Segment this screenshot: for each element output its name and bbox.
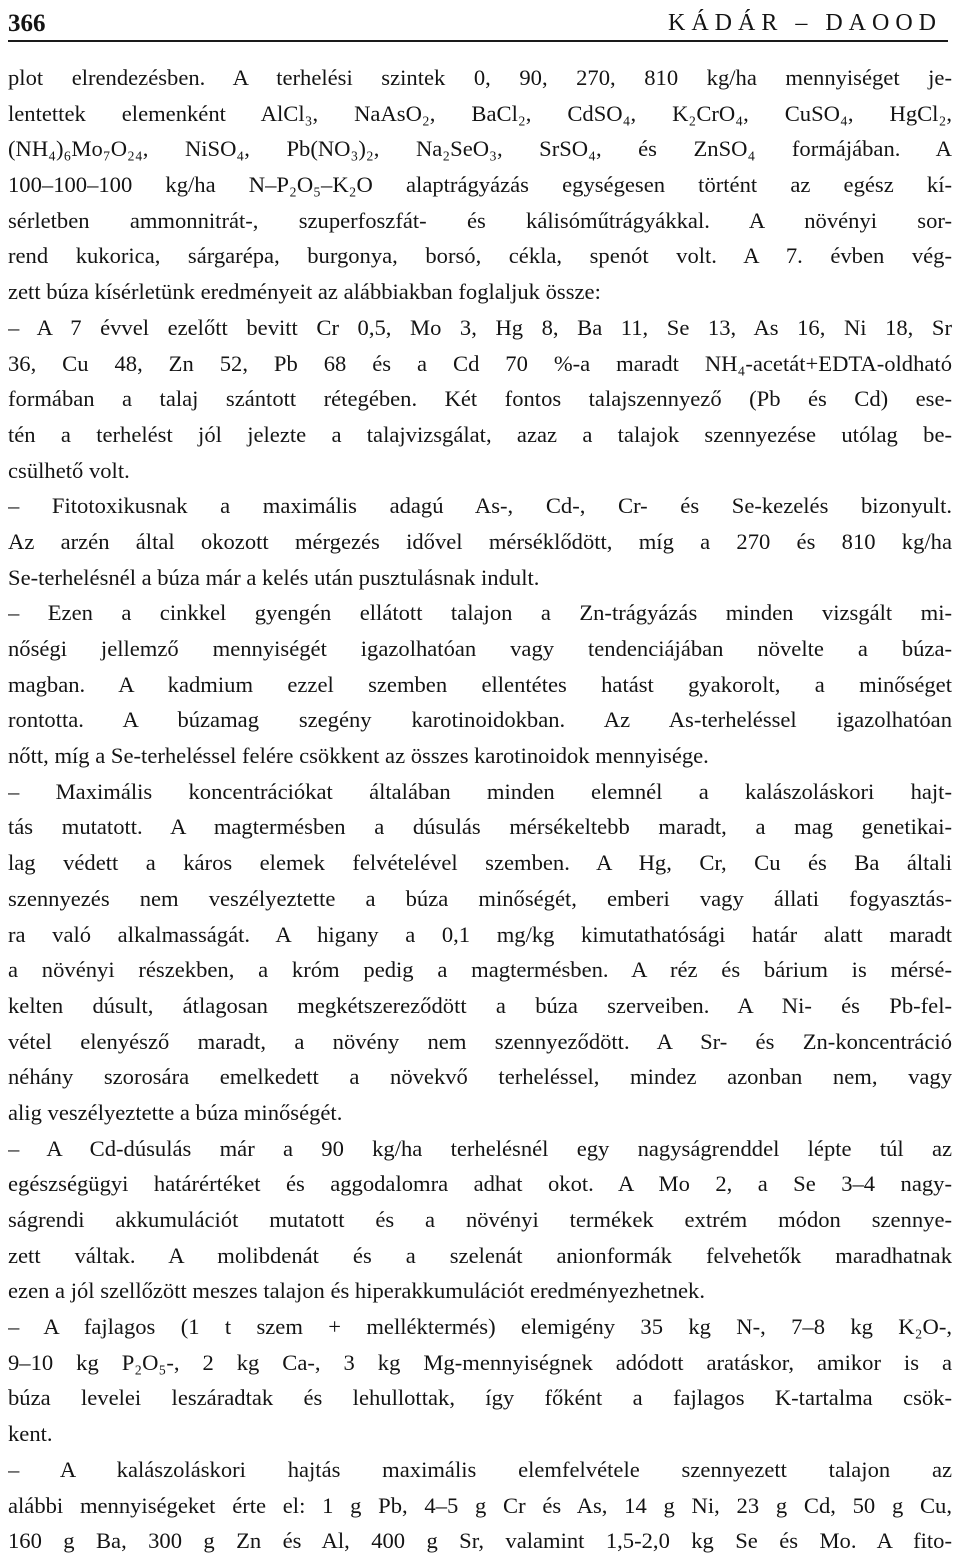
text-line: rontotta. A búzamag szegény karotinoidokban. Az As-terheléssel igazolhatóan [8,707,952,733]
text-line: formában a talaj szántott rétegében. Két fontos talajszennyező (Pb és Cd) ese- [8,386,952,412]
text-line: tén a terhelést jól jelezte a talajvizsgálat, azaz a talajok szennyezése utólag be- [8,421,952,447]
text-line: – Ezen a cinkkel gyengén ellátott talajon a Zn-trágyázás minden vizsgált mi- [8,600,952,626]
text-line: zett váltak. A molibdenát és a szelenát anionformák felvehetők maradhatnak [8,1242,952,1268]
text-line: magban. A kadmium ezzel szemben ellentétes hatást gyakorolt, a minőséget [8,671,952,697]
text-line: sérletben ammonnitrát-, szuperfoszfát- és kálisóműtrágyákkal. A növényi sor- [8,207,952,233]
text-line: csülhető volt. [8,457,130,483]
text-line: vétel elenyésző maradt, a növény nem szennyeződött. A Sr- és Zn-koncentráció [8,1028,952,1054]
text-line: (NH₄)₆Mo₇O₂₄, NiSO₄, Pb(NO₃)₂, Na₂SeO₃, SrSO₄, és ZnSO₄ formájában. A [8,136,952,162]
text-line: kelten dúsult, átlagosan megkétszereződött a búza szerveiben. A Ni- és Pb-fel- [8,992,952,1018]
text-line: – A kalászoláskori hajtás maximális elemfelvétele szennyezett talajon az [8,1456,952,1482]
text-line: szennyezés nem veszélyeztette a búza minőségét, emberi vagy állati fogyasztás- [8,885,952,911]
text-line: – A Cd-dúsulás már a 90 kg/ha terhelésnél egy nagyságrenddel lépte túl az [8,1135,952,1161]
body-text [8,60,952,1559]
page-header [8,4,948,42]
text-line: a növényi részekben, a króm pedig a magtermésben. A réz és bárium is mérsé- [8,957,952,983]
text-line: lag védett a káros elemek felvételével szemben. A Hg, Cr, Cu és Ba általi [8,850,952,876]
text-line: ezen a jól szellőzött meszes talajon és hiperakkumulációt eredményezhetnek. [8,1278,705,1304]
text-line: – Fitotoxikusnak a maximális adagú As-, Cd-, Cr- és Se-kezelés bizonyult. [8,493,952,519]
page-number: 366 [8,10,46,37]
text-line: lentettek elemenként AlCl₃, NaAsO₂, BaCl₂, CdSO₄, K₂CrO₄, CuSO₄, HgCl₂, [8,100,952,126]
running-head: KÁDÁR – DAOOD [668,10,942,36]
text-line: – A fajlagos (1 t szem + melléktermés) elemigény 35 kg N-, 7–8 kg K₂O-, [8,1314,952,1340]
text-line: 160 g Ba, 300 g Zn és Al, 400 g Sr, valamint 1,5-2,0 kg Se és Mo. A fito- [8,1528,952,1554]
text-line: kent. [8,1421,53,1447]
text-line: búza levelei leszáradtak és lehullottak, így főként a fajlagos K-tartalma csök- [8,1385,952,1411]
text-line: 36, Cu 48, Zn 52, Pb 68 és a Cd 70 %-a maradt NH₄-acetát+EDTA-oldható [8,350,952,376]
text-line: zett búza kísérletünk eredményeit az alábbiakban foglaljuk össze: [8,279,601,305]
text-line: nőtt, míg a Se-terheléssel felére csökkent az összes karotinoidok mennyisége. [8,743,709,769]
text-line: alig veszélyeztette a búza minőségét. [8,1099,343,1125]
text-line: plot elrendezésben. A terhelési szintek 0, 90, 270, 810 kg/ha mennyiséget je- [8,65,952,90]
text-line: Se-terhelésnél a búza már a kelés után pusztulásnak indult. [8,564,540,590]
text-line: – A 7 évvel ezelőtt bevitt Cr 0,5, Mo 3, Hg 8, Ba 11, Se 13, As 16, Ni 18, Sr [8,314,952,340]
text-line: Az arzén által okozott mérgezés idővel mérséklődött, míg a 270 és 810 kg/ha [8,528,952,554]
text-line: tás mutatott. A magtermésben a dúsulás mérsékeltebb maradt, a mag genetikai- [8,814,952,840]
text-line: ra való alkalmasságát. A higany a 0,1 mg/kg kimutathatósági határ alatt maradt [8,921,952,947]
text-line: alábbi mennyiségeket érte el: 1 g Pb, 4–5 g Cr és As, 14 g Ni, 23 g Cd, 50 g Cu, [8,1492,952,1518]
text-line: ságrendi akkumulációt mutatott és a növényi termékek extrém módon szennye- [8,1207,952,1232]
text-line: 9–10 kg P₂O₅-, 2 kg Ca-, 3 kg Mg-mennyiségnek adódott aratáskor, amikor is a [8,1349,952,1375]
text-line: 100–100–100 kg/ha N–P₂O₅–K₂O alaptrágyázás egységesen történt az egész kí- [8,172,952,198]
text-line: néhány szorosára emelkedett a növekvő terheléssel, mindez azonban nem, vagy [8,1064,952,1090]
text-line: egészségügyi határértéket és aggodalomra adhat okot. A Mo 2, a Se 3–4 nagy- [8,1171,952,1197]
text-line: nőségi jellemző mennyiségét igazolhatóan vagy tendenciájában növelte a búza- [8,636,952,661]
text-line: – Maximális koncentrációkat általában minden elemnél a kalászoláskori hajt- [8,778,952,804]
text-line: rend kukorica, sárgarépa, burgonya, borsó, cékla, spenót volt. A 7. évben vég- [8,243,952,269]
